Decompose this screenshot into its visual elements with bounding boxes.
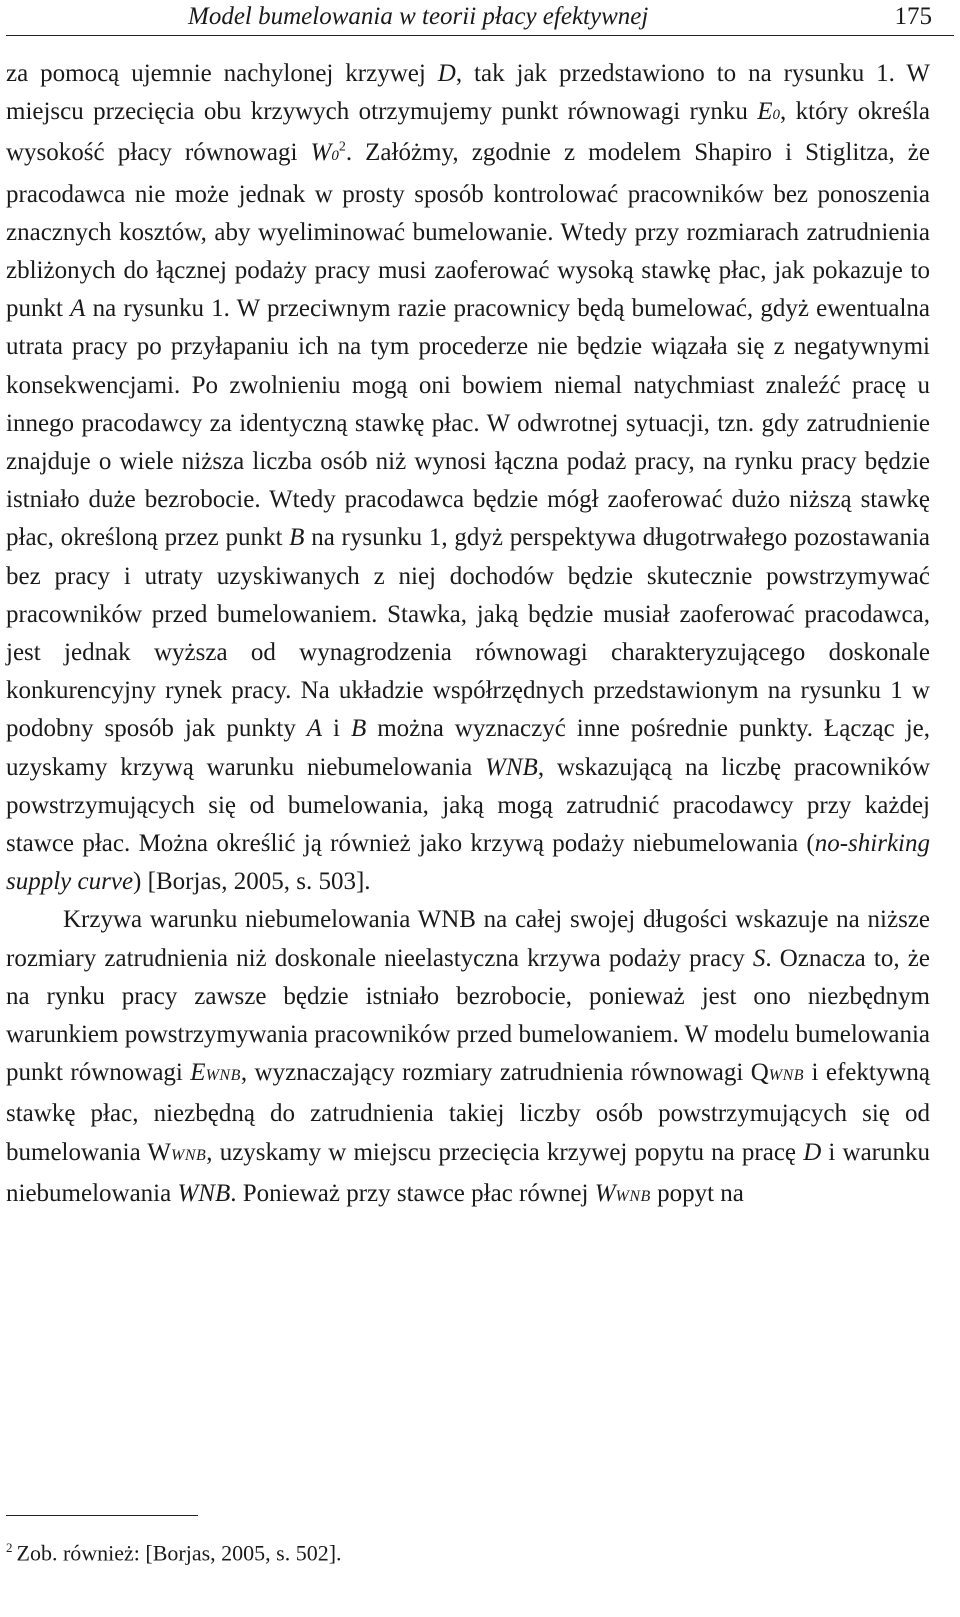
text-run: , wskazującą na liczbę pracowników powstrzymujących się od bumelowania, jaką mogą zatrudnić pracodawcy przy każdej stawce płac. Można określić ją również jako krzywą podaży niebumelowania ( [6,753,931,858]
subscript: WNB [171,1146,207,1164]
text-run: ) [Borjas, 2005, s. 503]. [133,868,371,896]
footnote [6,1534,342,1567]
running-header [0,0,960,40]
text-run: na rysunku 1, gdyż perspektywa długotrwałego pozostawania bez pracy i utraty uzyskiwanych z niej dochodów będzie skutecznie powstrzymywać pracowników przed bumelowaniem. Stawka, jaką będzie musiał zaoferować pracodawca, jest jednak wyższa od wynagrodzenia równowagi charakteryzującego doskonale konkurencyjny rynek pracy. Na układzie współrzędnych przedstawionym na rysunku 1 w podobny sposób jak punkty [6,524,931,743]
text-run: , wyznaczający rozmiary zatrudnienia równowagi Q [240,1059,769,1087]
subscript: WNB [205,1067,241,1085]
symbol-b: B [289,524,305,552]
text-run: , tak jak przedstawiono to na rysunku 1. W miejscu przecięcia obu krzywych otrzymujemy punkt równowagi rynku [6,60,930,126]
text-run: i [322,715,351,743]
text-run: . Ponieważ przy stawce płac równej [230,1179,595,1207]
symbol-d: D [437,60,456,87]
english-term: no-shirking supply curve [6,830,930,896]
header-rule [6,35,954,36]
text-run: . Załóżmy, zgodnie z modelem Shapiro i Stiglitza, że pracodawca nie może jednak w prosty sposób kontrolować pracowników bez ponoszenia znacznych kosztów, aby wyeliminować bumelowanie. Wtedy przy rozmiarach zatrudnienia zbliżonych do łącznej podaży pracy musi zaoferować wysoką stawkę płac, jak pokazuje to punkt [6,139,930,323]
text-run: na rysunku 1. W przeciwnym razie pracownicy będą bumelować, gdyż ewentualna utrata pracy po przyłapaniu ich na tym procederze nie będzie wiązała się z negatywnymi konsekwencjami. Po zwolnieniu mogą oni bowiem niemal natychmiast znaleźć pracę u innego pracodawcy za identyczną stawkę płac. W odwrotnej sytuacji, tzn. gdy zatrudnienie znajduje o wiele niższa liczba osób niż wynosi łączna podaż pracy, na rynku pracy będzie istniało duże bezrobocie. Wtedy pracodawca będzie mógł zaoferować dużo niższą stawkę płac, określoną przez punkt [6,295,930,552]
text-run: , który określa wysokość płacy równowagi [6,98,930,167]
text-run: i efektywną stawkę płac, niezbędną do zatrudnienia takiej liczby osób powstrzymujących się od bumelowania W [6,1059,930,1166]
text-run: można wyznaczyć inne pośrednie punkty. Łącząc je, uzyskamy krzywą warunku niebumelowania [6,715,930,781]
symbol-a: A [306,715,323,743]
subscript: 0 [331,148,339,165]
symbol-s: S [752,944,766,972]
subscript: WNB [768,1067,805,1085]
text-run: za pomocą ujemnie nachylonej krzywej [6,60,438,87]
running-title: Model bumelowania w teorii płacy efektywnej [188,3,649,30]
symbol-e: E [757,98,773,126]
subscript: 0 [772,107,781,124]
symbol-wnb: WNB [485,753,538,781]
symbol-e: E [190,1059,206,1087]
subscript: WNB [615,1187,651,1205]
paragraph-2 [6,901,930,1216]
footnote-text: Zob. również: [Borjas, 2005, s. 502]. [16,1540,342,1566]
footnote-marker: 2 [6,1540,13,1555]
symbol-d: D [803,1138,822,1166]
paragraph-1 [6,55,930,901]
symbol-w: W [594,1179,616,1207]
symbol-b: B [350,715,367,743]
text-run: , uzyskamy w miejscu przecięcia krzywej popytu na pracę [206,1138,804,1166]
footnote-reference[interactable]: 2 [338,140,346,156]
text-run: Krzywa warunku niebumelowania WNB na całej swojej długości wskazuje na niższe rozmiary zatrudnienia niż doskonale nieelastyczna krzywa podaży pracy [6,906,930,972]
symbol-wnb: WNB [177,1179,231,1207]
text-run: . Oznacza to, że na rynku pracy zawsze będzie istniało bezrobocie, ponieważ jest ono niezbędnym warunkiem powstrzymywania pracowników przed bumelowaniem. W modelu bumelowania punkt równowagi [6,944,930,1087]
text-run: popyt na [650,1179,744,1207]
symbol-a: A [70,295,86,323]
body-text [6,55,930,1216]
page-number: 175 [894,3,932,30]
footnote-rule [6,1515,198,1516]
text-run: i warunku niebumelowania [6,1138,931,1207]
symbol-w: W [310,139,332,167]
